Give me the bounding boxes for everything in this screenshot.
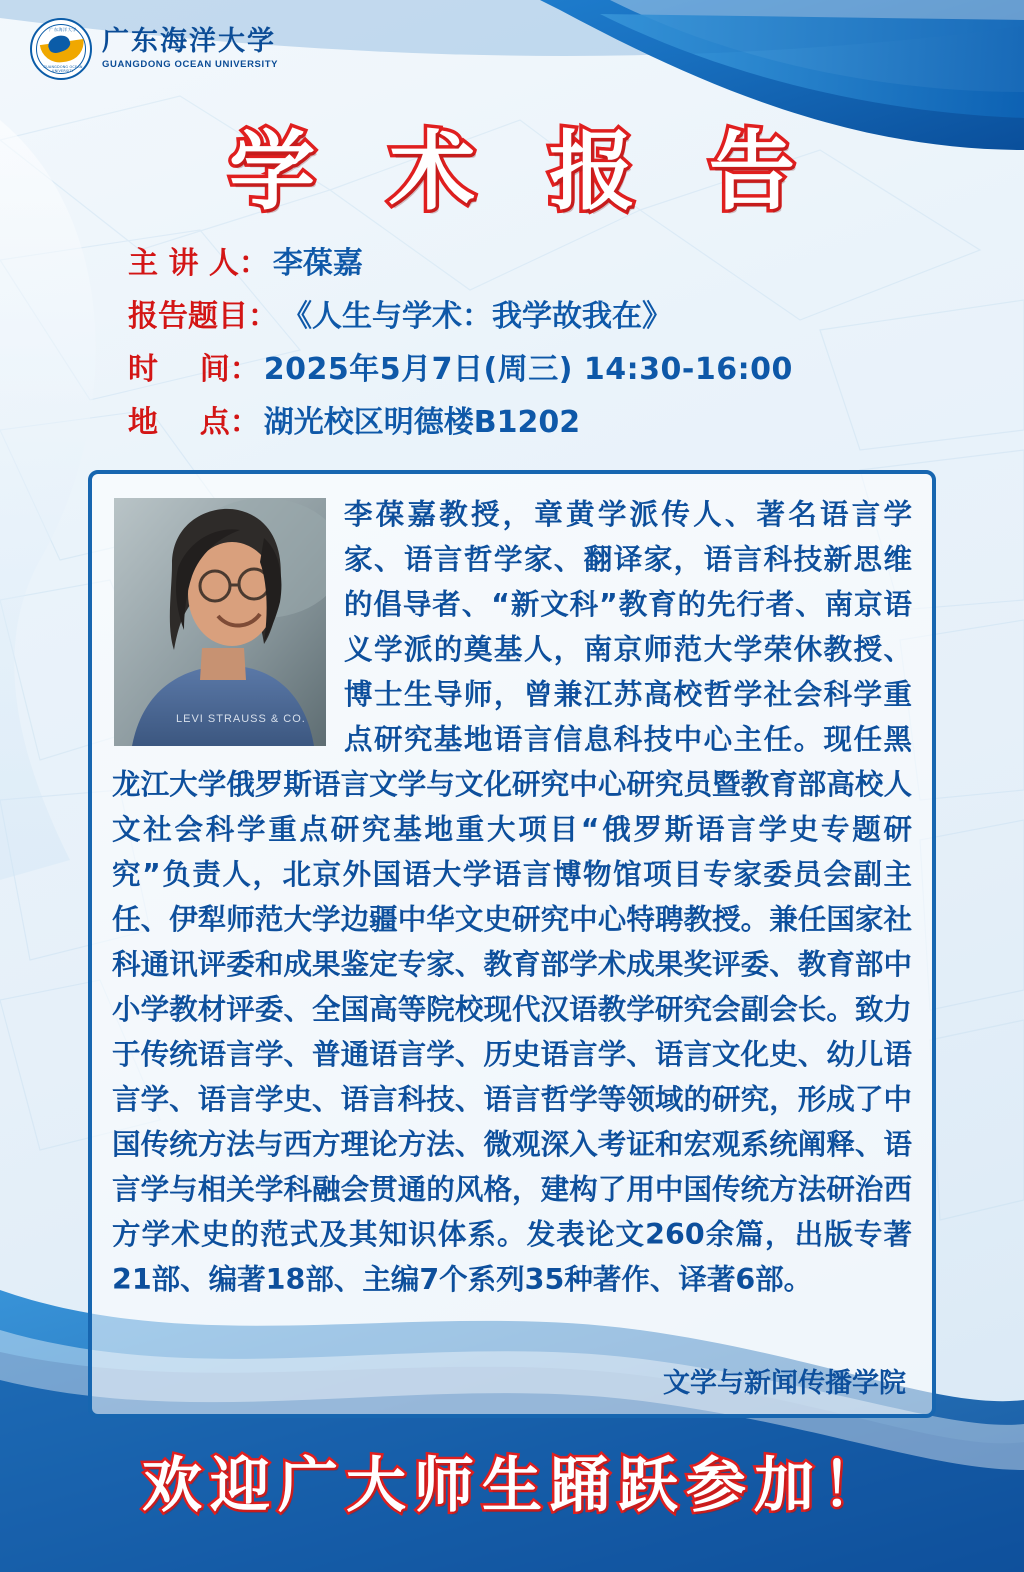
university-name-block: [102, 28, 278, 69]
seal-micro-bottom-text: GUANGDONG OCEAN UNIVERSITY: [43, 65, 83, 73]
poster-header: [0, 0, 1024, 108]
info-value-speaker: 李葆嘉: [272, 246, 363, 281]
university-seal-icon: [30, 18, 92, 80]
info-value-location: 湖光校区明德楼B1202: [263, 405, 581, 440]
info-row-topic: [128, 291, 948, 335]
svg-text:LEVI STRAUSS & CO.: LEVI STRAUSS & CO.: [176, 713, 306, 725]
info-value-topic: 《人生与学术：我学故我在》: [282, 299, 672, 334]
welcome-slogan: 欢迎广大师生踊跃参加！: [142, 1451, 890, 1521]
university-name-cn: 广东海洋大学: [102, 26, 276, 58]
info-row-speaker: [128, 238, 948, 282]
info-label-time: 时 间：: [128, 352, 260, 387]
university-logo: [30, 18, 278, 80]
info-value-time: 2025年5月7日(周三) 14:30-16:00: [263, 352, 793, 387]
organizing-department: 文学与新闻传播学院: [663, 1368, 906, 1399]
speaker-portrait-image: [114, 498, 326, 746]
university-name-en: GUANGDONG OCEAN UNIVERSITY: [102, 58, 279, 70]
speaker-bio-text: 李葆嘉教授，章黄学派传人、著名语言学家、语言哲学家、翻译家，语言科技新思维的倡导者、“新文科”教育的先行者、南京语义学派的奠基人，南京师范大学荣休教授、博士生导师，曾兼江苏高校哲学社会科学重点研究基地语言信息科技中心主任。现任黑龙江大学俄罗斯语言文学与文化研究中心研究员暨教育部高校人文社会科学重点研究基地重大项目“俄罗斯语言学史专题研究”负责人，北京外国语大学语言博物馆项目专家委员会副主任、伊犁师范大学边疆中华文史研究中心特聘教授。兼任国家社科通讯评委和成果鉴定专家、教育部学术成果奖评委、教育部中小学教材评委、全国高等院校现代汉语教学研究会副会长。致力于传统语言学、普通语言学、历史语言学、语言文化史、幼儿语言学、语言学史、语言科技、语言哲学等领域的研究，形成了中国传统方法与西方理论方法、微观深入考证和宏观系统阐释、语言学与相关学科融会贯通的风格，建构了用中国传统方法研治西方学术史的范式及其知识体系。发表论文260余篇，出版专著21部、编著18部、主编7个系列35种著作、译著6部。: [112, 498, 912, 1297]
info-label-speaker: 主 讲 人：: [128, 246, 269, 281]
speaker-portrait: [114, 498, 326, 746]
event-info-list: [128, 238, 948, 450]
info-row-location: [128, 397, 948, 441]
info-row-time: [128, 344, 948, 388]
speaker-bio-card: [88, 470, 936, 1418]
info-label-topic: 报告题目：: [128, 299, 278, 334]
page-title: 学 术 报 告: [229, 122, 817, 222]
info-label-location: 地 点：: [128, 405, 260, 440]
seal-micro-top-text: 广东海洋大学: [49, 27, 77, 32]
